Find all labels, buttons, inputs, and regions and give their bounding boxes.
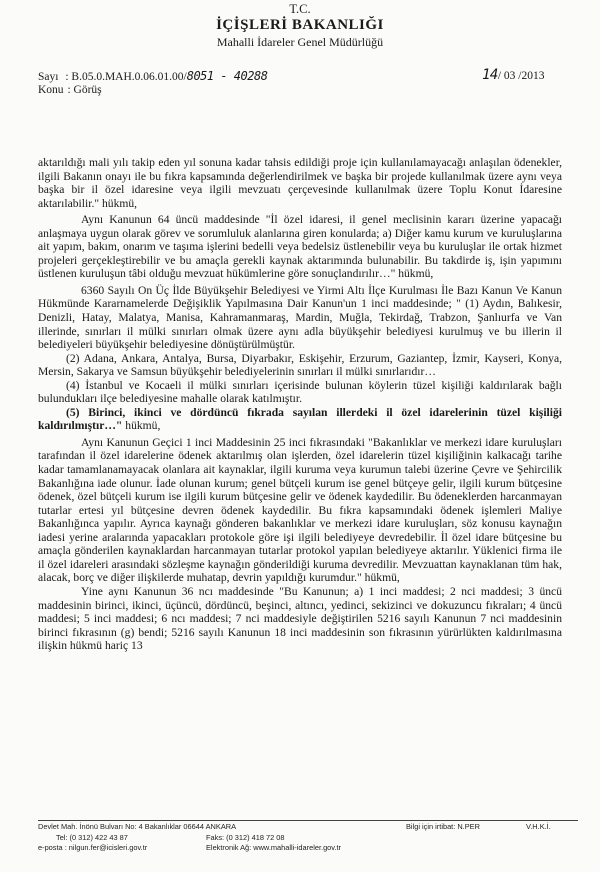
directorate-title: Mahalli İdareler Genel Müdürlüğü bbox=[216, 35, 384, 49]
ministry-title: İÇİŞLERİ BAKANLIĞI bbox=[216, 17, 384, 33]
sayi-line bbox=[38, 69, 267, 83]
paragraph-5: (4) İstanbul ve Kocaeli il mülki sınırları içerisinde bulunan köylerin tüzel kişiliği kaldırılarak bağlı bulundukları ilçe belediyesine mahalle olarak katılmıştır. bbox=[38, 378, 562, 406]
paragraph-2: Aynı Kanunun 64 üncü maddesinde "İl özel idaresi, il genel meclisinin kararı üzerine yapacağı anlaşmaya uygun olarak görev ve sorumluluk alanlarına giren konularda; a) Diğer kamu kurum ve kuruluşlarına ait yapım, bakım, onarım ve taşıma işlerini bedelli veya bedelsiz üstlenebilir veya bu kuruluşlar ile ortak hizmet projeleri gerçekleştirebilir ve bu amaçla gerekli kaynak aktarımında bulunabilir. Bu takdirde iş, işin yapımını üstlenen kuruluşun tâbi olduğu mevzuat hükümlerine göre sonuçlandırılır…" hükmü, bbox=[38, 213, 562, 281]
konu-value: : Görüş bbox=[67, 84, 102, 96]
paragraph-7: Aynı Kanunun Geçici 1 inci Maddesinin 25 inci fıkrasındaki "Bakanlıklar ve merkezi idare kuruluşları tarafından il özel idarelerine ödenek aktarılmış olan işlerden, özel idarelerin tüzel kişiliğinin kalkacağı tarihe kadar tamamlanamayacak olanlara ait kaynaklar, ilgili kuruma veya kurumun talebi üzerine Çevre ve Şehircilik Bakanlığına iade olunur. İade olunan kurum; genel bütçeli kurum ise genel bütçeye gelir, ilgili kurum bütçesine ödenek, özel bütçeli kurum ise ilgili kurum bütçesine gelir ve ödenek kaydedilir. Bu ödeneklerden harcanmayan tutarlar ertesi yıl bütçesine devren ödenek kaydedilir. Bu fıkra kapsamındaki ödenek işlemleri Maliye Bakanlığınca yapılır. Ayrıca kaynağı gönderen bakanlıklar ve merkezi idare kuruluşları, söz konusu kaynağın iadesi yerine aralarında yapacakları protokole göre işi ilgili belediyeye devredebilir. İl özel idare bütçesine bu amaçla gönderilen kaynaklardan harcanmayan tutarlar protokol yapılan belediyeye aktarılır. Yüklenici firma ile il özel idareleri arasındaki sözleşme kaynağın gönderildiği kuruma devredilir. Mevzuattan kaynaklanan tüm hak, alacak, borç ve diğer ilişkilerde muhatap, devrin yapıldığı kurumdur." hükmü, bbox=[38, 435, 562, 585]
date bbox=[482, 67, 545, 83]
footer-web[interactable]: Elektronik Ağ: www.mahalli-idareler.gov.tr bbox=[206, 843, 341, 852]
footer bbox=[38, 822, 578, 854]
paragraph-6 bbox=[38, 406, 562, 433]
paragraph-8: Yine aynı Kanunun 36 ncı maddesinde "Bu Kanunun; a) 1 inci maddesi; 2 nci maddesi; 3 üncü maddesinin birinci, ikinci, üçüncü, dördüncü, beşinci, altıncı, yedinci, sekizinci ve dokuzuncu fıkraları; 4 üncü maddesi; 5 inci maddesi; 6 ncı maddesi; 7 nci maddesiyle değiştirilen 5216 sayılı Kanunun 7 nci maddesinin birinci fıkrasının (g) bendi; 5216 sayılı Kanunun 18 inci maddesinin son fıkrasının yürürlükten kaldırılmasına ilişkin hükmü hariç 13 bbox=[38, 584, 562, 653]
footer-divider bbox=[38, 820, 578, 821]
footer-contact-info: Bilgi için irtibat: N.PER bbox=[406, 822, 480, 831]
konu-line bbox=[38, 84, 102, 96]
sayi-label: Sayı bbox=[38, 71, 59, 83]
konu-label: Konu bbox=[38, 84, 64, 96]
letter-body bbox=[38, 156, 562, 653]
paragraph-3: 6360 Sayılı On Üç İlde Büyükşehir Belediyesi ve Yirmi Altı İlçe Kurulması İle Bazı Kanun Ve Kanun Hükmünde Kararnamelerde Değişiklik Yapılmasına Dair Kanun'un 1 inci maddesinde; " (1) Aydın, Balıkesir, Denizli, Hatay, Malatya, Manisa, Kahramanmaraş, Mardin, Muğla, Tekirdağ, Trabzon, Şanlıurfa ve Van illerinde, sınırları il mülki sınırları olmak üzere aynı adla büyükşehir belediyesi kurulmuş ve bu illerin il belediyeleri büyükşehir belediyesine dönüştürülmüştür. bbox=[38, 283, 562, 352]
paragraph-1: aktarıldığı mali yılı takip eden yıl sonuna kadar tahsis edildiği proje için kullanılamayacağı anlaşılan ödenekler, ilgili Bakanın onayı ile bu fıkra kapsamında değerlendirilmek ve başka bir projede kullanılmak üzere aynı veya başka bir il özel idaresine veya ilgili mevzuatı çerçevesinde kullanılmak üzere Toplu Konut İdaresine aktarılabilir." hükmü, bbox=[38, 156, 562, 210]
paragraph-4: (2) Adana, Ankara, Antalya, Bursa, Diyarbakır, Eskişehir, Erzurum, Gaziantep, İzmir, Kayseri, Konya, Mersin, Sakarya ve Samsun büyükşehir belediyelerinin sınırları il mülki sınırlarıdır… bbox=[38, 351, 562, 379]
footer-fax: Faks: (0 312) 418 72 08 bbox=[206, 832, 285, 842]
date-handwritten: 14 bbox=[482, 67, 498, 83]
date-printed: / 03 /2013 bbox=[497, 70, 545, 82]
footer-address: Devlet Mah. İnönü Bulvarı No: 4 Bakanlıklar 06644 ANKARA bbox=[38, 822, 237, 831]
sayi-handwritten: 8051 - 40288 bbox=[186, 69, 268, 83]
footer-email[interactable]: e-posta : nilgun.fer@icisleri.gov.tr bbox=[38, 843, 148, 852]
footer-phone: Tel: (0 312) 422 43 87 bbox=[56, 832, 128, 842]
paragraph-6-tail: hükmü, bbox=[122, 419, 161, 433]
header-tc: T.C. bbox=[289, 2, 311, 16]
sayi-value: : B.05.0.MAH.0.06.01.00/ bbox=[65, 71, 187, 83]
paragraph-6-bold: (5) Birinci, ikinci ve dördüncü fıkrada sayılan illerdeki il özel idarelerinin tüzel kişiliği kaldırılmıştır…" bbox=[38, 405, 562, 433]
footer-unit: V.H.K.İ. bbox=[526, 822, 551, 831]
